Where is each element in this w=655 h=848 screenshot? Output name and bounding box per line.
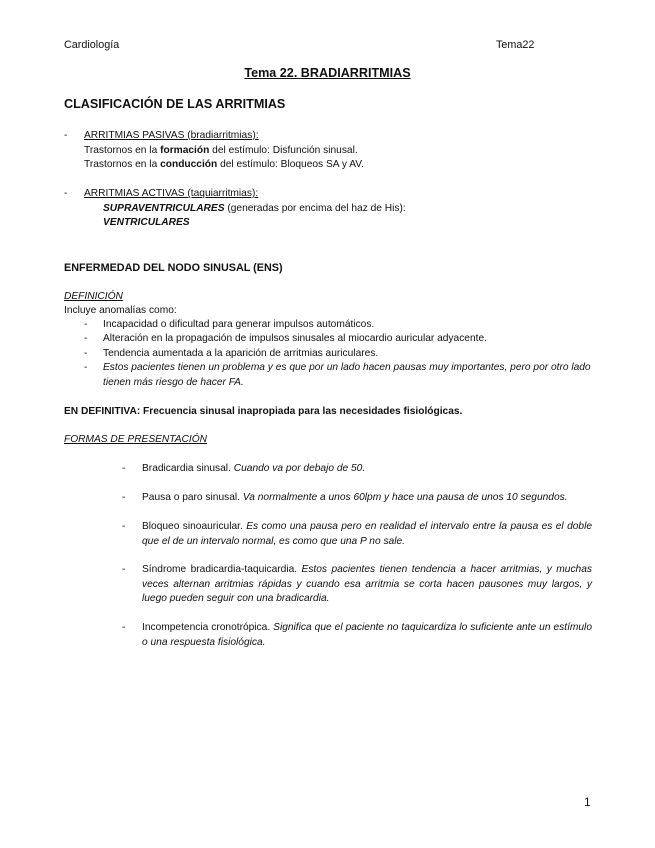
bullet-dash: -	[64, 130, 68, 141]
passive-line-conduction: Trastornos en la conducción del estímulo: Bloqueos SA y AV.	[84, 159, 364, 170]
form-item-incompetencia: Incompetencia cronotrópica. Significa que el paciente no taquicardiza lo suficiente ante un estímulo o una respuesta fisiológica.	[142, 622, 592, 648]
definition-item: Tendencia aumentada a la aparición de arritmias auriculares.	[103, 348, 379, 359]
form-item-bloqueo: Bloqueo sinoauricular. Es como una pausa pero en realidad el intervalo entre la pausa es el doble que el de un intervalo normal, es como que una P no sale.	[142, 521, 592, 547]
forms-label: FORMAS DE PRESENTACIÓN	[64, 434, 208, 445]
header-topic: Tema22	[496, 39, 535, 51]
bullet-dash: -	[122, 622, 126, 633]
active-supraventricular: SUPRAVENTRICULARES (generadas por encima del haz de His):	[103, 203, 406, 214]
passive-arrhythmias-label: ARRITMIAS PASIVAS (bradiarritmias):	[84, 130, 259, 141]
definition-intro: Incluye anomalías como:	[64, 305, 177, 316]
bullet-dash: -	[122, 463, 126, 474]
active-arrhythmias-label: ARRITMIAS ACTIVAS (taquiarritmias):	[84, 188, 259, 199]
bullet-dash: -	[122, 564, 126, 575]
passive-line-formation: Trastornos en la formación del estímulo: Disfunción sinusal.	[84, 145, 358, 156]
form-item-pausa: Pausa o paro sinusal. Va normalmente a unos 60lpm y hace una pausa de unos 10 segundos.	[142, 492, 568, 503]
bullet-dash: -	[122, 521, 126, 532]
ens-heading: ENFERMEDAD DEL NODO SINUSAL (ENS)	[64, 262, 283, 274]
definition-item: Alteración en la propagación de impulsos sinusales al miocardio auricular adyacente.	[103, 333, 487, 344]
bullet-dash: -	[84, 319, 88, 330]
header-subject: Cardiología	[64, 39, 120, 51]
bullet-dash: -	[84, 333, 88, 344]
definition-label: DEFINICIÓN	[64, 291, 123, 302]
bullet-dash: -	[84, 362, 88, 373]
definition-note: Estos pacientes tienen un problema y es que por un lado hacen pausas muy importantes, pero por otro lado tienen más riesgo de hacer FA.	[103, 362, 591, 388]
definition-summary: EN DEFINITIVA: Frecuencia sinusal inapropiada para las necesidades fisiológicas.	[64, 406, 463, 417]
form-item-sindrome: Síndrome bradicardia-taquicardia. Estos pacientes tienen tendencia a hacer arritmias, y muchas veces alternan arritmias rápidas y cuando esa arritmia se corta hacen pausones muy largos, y luego pueden seguir con una bradicardia.	[142, 564, 592, 604]
page-number: 1	[584, 795, 591, 809]
bullet-dash: -	[84, 348, 88, 359]
active-ventricular: VENTRICULARES	[103, 217, 190, 228]
page-title: Tema 22. BRADIARRITMIAS	[244, 66, 411, 80]
form-item-bradicardia: Bradicardia sinusal. Cuando va por debajo de 50.	[142, 463, 366, 474]
bullet-dash: -	[64, 188, 68, 199]
classification-heading: CLASIFICACIÓN DE LAS ARRITMIAS	[64, 97, 286, 111]
definition-item: Incapacidad o dificultad para generar impulsos automáticos.	[103, 319, 375, 330]
bullet-dash: -	[122, 492, 126, 503]
